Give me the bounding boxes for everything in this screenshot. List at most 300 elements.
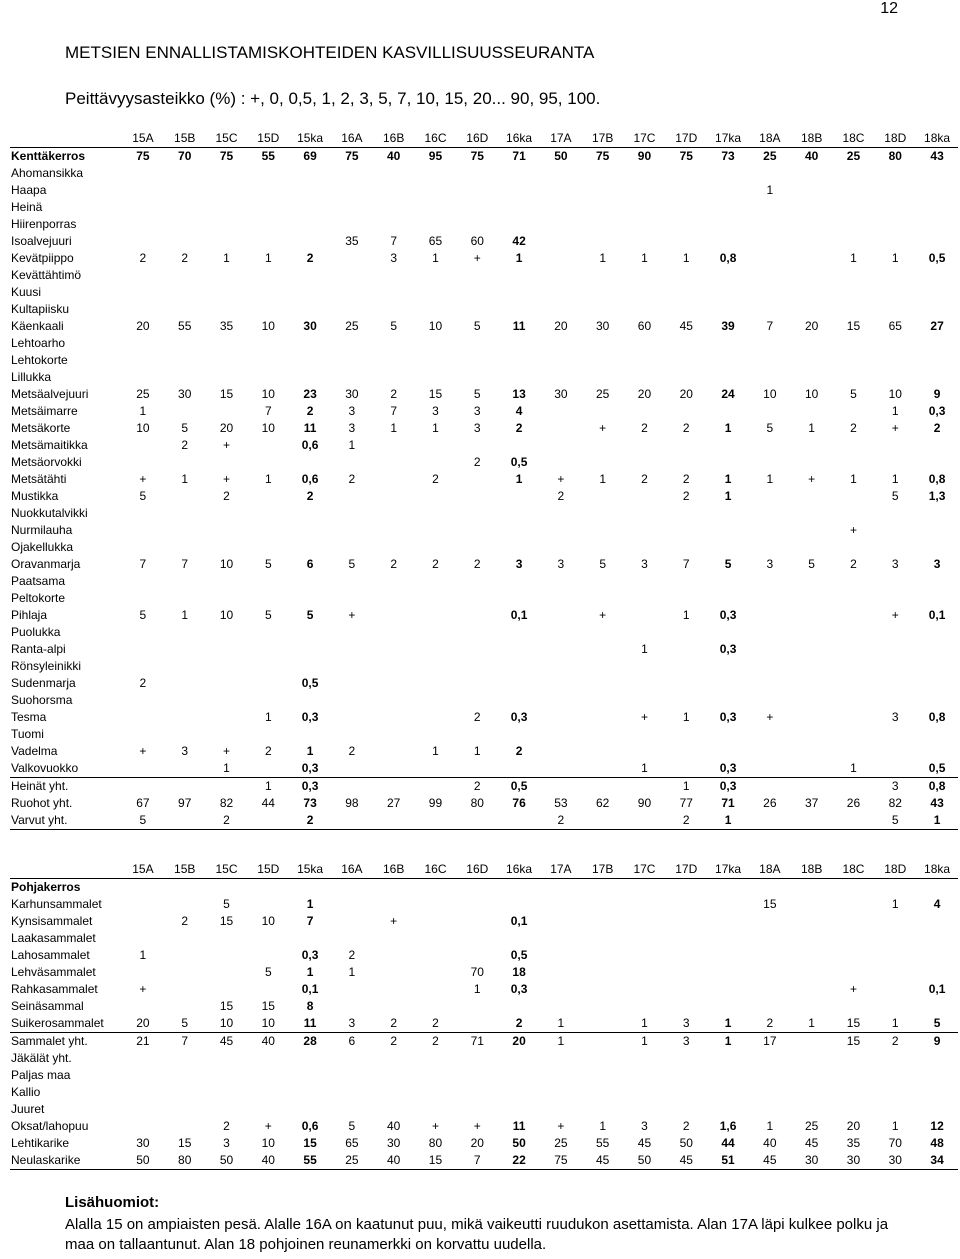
table-cell: [624, 284, 666, 301]
table-cell: 0,5: [510, 779, 528, 793]
table-cell: [164, 590, 206, 607]
table-cell: 2: [223, 1119, 230, 1133]
table-cell: 0,3: [719, 608, 737, 622]
table-cell: 80: [178, 1153, 192, 1167]
table-row: [10, 522, 958, 539]
table-cell: [247, 760, 289, 778]
table-cell: [456, 913, 498, 930]
table-cell: 15: [763, 897, 777, 911]
table-cell: [749, 879, 791, 897]
table-cell: 18: [512, 965, 526, 979]
table-cell: [456, 522, 498, 539]
row-label: Metsäalvejuuri: [11, 387, 89, 401]
table-cell: 26: [846, 796, 861, 810]
column-header: 15D: [257, 862, 280, 876]
table-cell: 10: [763, 387, 777, 401]
table-cell: 2: [557, 813, 565, 827]
table-cell: [373, 505, 415, 522]
table-cell: [373, 1067, 415, 1084]
table-cell: [164, 981, 206, 998]
table-cell: [122, 165, 164, 182]
table-cell: [289, 335, 331, 352]
table-cell: [916, 301, 958, 318]
table-cell: 1: [473, 744, 481, 758]
table-cell: [498, 675, 540, 692]
table-cell: [415, 335, 457, 352]
table-cell: 80: [470, 796, 484, 810]
table-cell: 40: [804, 149, 819, 163]
table-cell: [791, 437, 833, 454]
table-cell: [833, 539, 875, 556]
table-cell: [456, 165, 498, 182]
table-cell: [289, 879, 331, 897]
row-label: Tuomi: [11, 727, 44, 741]
row-label: Metsäimarre: [11, 404, 78, 418]
table-cell: [665, 454, 707, 471]
table-cell: [498, 182, 540, 199]
table-cell: [582, 1084, 624, 1101]
table-cell: 2: [139, 676, 147, 690]
table-cell: [916, 726, 958, 743]
table-cell: [665, 369, 707, 386]
table-cell: 1: [264, 472, 272, 486]
table-cell: [373, 760, 415, 778]
table-cell: 2: [682, 472, 690, 486]
table-cell: [289, 641, 331, 658]
table-cell: [874, 1084, 916, 1101]
table-cell: 6: [306, 557, 314, 571]
table-cell: [206, 522, 248, 539]
table-cell: [206, 1050, 248, 1067]
table-cell: [665, 182, 707, 199]
table-cell: [122, 1101, 164, 1118]
table-cell: 3: [933, 557, 941, 571]
row-label: Oravanmarja: [11, 557, 81, 571]
table-row: [10, 199, 958, 216]
table-cell: 11: [512, 1119, 526, 1133]
table-cell: [498, 896, 540, 913]
table-cell: 23: [303, 387, 317, 401]
table-cell: 1: [682, 608, 690, 622]
table-cell: [206, 981, 248, 998]
table-cell: [665, 1084, 707, 1101]
table-cell: [164, 454, 206, 471]
table-cell: [122, 590, 164, 607]
table-cell: [164, 760, 206, 778]
table-cell: [749, 233, 791, 250]
column-header: 18C: [842, 131, 865, 145]
table-cell: 30: [178, 387, 192, 401]
table-cell: 0,5: [928, 761, 946, 775]
table-cell: [122, 879, 164, 897]
table-cell: 1: [724, 472, 732, 486]
table-cell: 4: [933, 897, 941, 911]
table-cell: [456, 675, 498, 692]
table-cell: [289, 1084, 331, 1101]
table-cell: [665, 301, 707, 318]
table-cell: [540, 641, 582, 658]
table-cell: [707, 403, 749, 420]
table-cell: [331, 522, 373, 539]
table-cell: [247, 726, 289, 743]
table-cell: [582, 284, 624, 301]
table-cell: 1: [808, 421, 815, 435]
table-cell: 1: [557, 1034, 565, 1048]
table-cell: [247, 284, 289, 301]
table-cell: [582, 896, 624, 913]
table-cell: [540, 879, 582, 897]
table-cell: [289, 267, 331, 284]
table-row: [10, 437, 958, 454]
table-cell: [540, 216, 582, 233]
table-cell: [247, 301, 289, 318]
table-cell: [373, 998, 415, 1015]
table-cell: 30: [804, 1153, 819, 1167]
row-label: Lillukka: [11, 370, 52, 384]
table-cell: [206, 284, 248, 301]
table-cell: [540, 964, 582, 981]
table-cell: [540, 1067, 582, 1084]
table-cell: [247, 454, 289, 471]
table-cell: [874, 335, 916, 352]
table-cell: [749, 505, 791, 522]
table-cell: 2: [181, 438, 189, 452]
table-cell: [833, 879, 875, 897]
table-cell: [206, 1101, 248, 1118]
page-number: 12: [880, 0, 898, 17]
table-cell: 15: [428, 1153, 443, 1167]
table-cell: [331, 1050, 373, 1067]
table-cell: 75: [470, 149, 484, 163]
table-cell: [206, 165, 248, 182]
table-cell: [582, 675, 624, 692]
table-cell: 44: [721, 1136, 735, 1150]
table-cell: [540, 573, 582, 590]
table-cell: 10: [261, 319, 275, 333]
table-cell: [749, 522, 791, 539]
column-header: 17C: [633, 862, 656, 876]
table-cell: [456, 182, 498, 199]
table-cell: [289, 1050, 331, 1067]
table-cell: [833, 437, 875, 454]
table-cell: 50: [679, 1136, 693, 1150]
table-cell: 26: [763, 796, 777, 810]
table-cell: 30: [888, 1153, 902, 1167]
table-cell: 20: [470, 1136, 484, 1150]
table-cell: 3: [641, 557, 648, 571]
table-cell: 5: [264, 557, 272, 571]
table-cell: [373, 539, 415, 556]
table-cell: 0,3: [301, 779, 319, 793]
table-cell: 1: [515, 472, 523, 486]
table-cell: 44: [261, 796, 275, 810]
table-cell: 7: [139, 557, 147, 571]
table-cell: [415, 1067, 457, 1084]
table-cell: [498, 199, 540, 216]
table-cell: [624, 539, 666, 556]
table-cell: [582, 437, 624, 454]
table-cell: 15: [846, 319, 861, 333]
table-cell: [916, 1084, 958, 1101]
table-cell: [331, 352, 373, 369]
table-cell: [916, 658, 958, 675]
table-cell: [415, 726, 457, 743]
table-cell: [289, 930, 331, 947]
table-cell: 2: [682, 1119, 690, 1133]
table-cell: 70: [470, 965, 484, 979]
table-cell: 1: [641, 761, 648, 775]
table-cell: [707, 658, 749, 675]
table-cell: [582, 913, 624, 930]
table-cell: 27: [387, 796, 401, 810]
table-cell: 1: [641, 1034, 648, 1048]
table-cell: [247, 1050, 289, 1067]
table-row: [10, 1135, 958, 1152]
table-cell: [874, 981, 916, 998]
table-cell: [624, 590, 666, 607]
table-cell: [791, 1084, 833, 1101]
table-cell: 0,3: [510, 982, 528, 996]
table-cell: [582, 743, 624, 760]
table-cell: [833, 913, 875, 930]
table-cell: 5: [264, 608, 272, 622]
table-cell: [289, 505, 331, 522]
table-cell: [206, 454, 248, 471]
table-cell: [791, 403, 833, 420]
table-cell: [916, 267, 958, 284]
table-cell: [373, 471, 415, 488]
table-cell: 1: [473, 982, 481, 996]
table-cell: [749, 981, 791, 998]
table-cell: [791, 675, 833, 692]
table-cell: [498, 437, 540, 454]
table-cell: [289, 352, 331, 369]
table-cell: +: [599, 608, 607, 622]
table-cell: [624, 1067, 666, 1084]
table-cell: 42: [512, 234, 526, 248]
table-cell: 15: [261, 999, 275, 1013]
table-cell: [498, 1101, 540, 1118]
table-cell: [582, 403, 624, 420]
table-cell: [122, 913, 164, 930]
table-cell: [498, 692, 540, 709]
table-cell: 1: [432, 744, 439, 758]
table-cell: [707, 1084, 749, 1101]
table-cell: [456, 573, 498, 590]
table-cell: [122, 437, 164, 454]
table-row: [10, 318, 958, 335]
table-row: [10, 1015, 958, 1033]
table-cell: 55: [178, 319, 192, 333]
table-cell: [247, 675, 289, 692]
table-cell: [540, 267, 582, 284]
table-cell: 2: [515, 421, 523, 435]
table-cell: [331, 454, 373, 471]
table-cell: 99: [428, 796, 443, 810]
table-cell: [415, 658, 457, 675]
table-cell: 53: [554, 796, 568, 810]
table-cell: [833, 675, 875, 692]
column-header: 18C: [842, 862, 865, 876]
table-cell: 2: [473, 779, 481, 793]
field-layer-table: [10, 130, 958, 830]
table-cell: [874, 199, 916, 216]
column-header: 18D: [884, 131, 907, 145]
table-cell: [791, 658, 833, 675]
table-cell: [624, 692, 666, 709]
table-cell: [624, 913, 666, 930]
table-cell: 2: [850, 421, 857, 435]
table-cell: 1: [139, 404, 147, 418]
table-row: [10, 812, 958, 830]
table-cell: [665, 930, 707, 947]
table-cell: [498, 352, 540, 369]
table-cell: 1,3: [928, 489, 946, 503]
table-row: [10, 760, 958, 778]
table-cell: 2: [432, 557, 439, 571]
table-cell: 3: [432, 404, 439, 418]
table-cell: [247, 165, 289, 182]
table-cell: [749, 658, 791, 675]
table-cell: [707, 692, 749, 709]
table-cell: 25: [804, 1119, 819, 1133]
table-cell: [665, 335, 707, 352]
table-cell: 40: [261, 1034, 275, 1048]
table-cell: [373, 930, 415, 947]
table-cell: 1: [432, 251, 439, 265]
table-cell: [247, 216, 289, 233]
table-cell: [665, 1050, 707, 1067]
row-label: Isoalvejuuri: [11, 234, 72, 248]
table-cell: [540, 369, 582, 386]
column-header: 16A: [341, 862, 363, 876]
table-cell: [582, 488, 624, 505]
table-cell: 2: [432, 1034, 439, 1048]
table-cell: [498, 335, 540, 352]
table-cell: [624, 675, 666, 692]
table-cell: [791, 369, 833, 386]
table-cell: 30: [595, 319, 610, 333]
table-cell: [540, 726, 582, 743]
table-cell: [874, 879, 916, 897]
table-cell: [415, 216, 457, 233]
table-cell: [498, 1067, 540, 1084]
table-row: [10, 778, 958, 796]
table-cell: [540, 930, 582, 947]
table-cell: 1: [264, 779, 272, 793]
table-cell: [247, 522, 289, 539]
table-cell: [624, 998, 666, 1015]
table-cell: [749, 692, 791, 709]
table-cell: [164, 675, 206, 692]
table-cell: [456, 1050, 498, 1067]
table-cell: [247, 812, 289, 830]
table-cell: 10: [219, 608, 234, 622]
table-cell: [373, 709, 415, 726]
table-cell: [247, 1084, 289, 1101]
table-cell: [582, 692, 624, 709]
row-label: Lehväsammalet: [11, 965, 96, 979]
table-cell: [791, 812, 833, 830]
table-cell: [833, 947, 875, 964]
table-cell: [791, 352, 833, 369]
table-cell: [164, 216, 206, 233]
table-cell: [415, 437, 457, 454]
table-cell: [164, 522, 206, 539]
table-cell: [540, 420, 582, 437]
table-cell: 5: [181, 1016, 189, 1030]
table-cell: [665, 267, 707, 284]
table-cell: [206, 947, 248, 964]
table-cell: 1: [181, 472, 189, 486]
table-cell: [749, 1067, 791, 1084]
table-cell: [456, 369, 498, 386]
table-cell: [164, 505, 206, 522]
table-cell: 10: [888, 387, 902, 401]
row-label: Sammalet yht.: [11, 1034, 88, 1048]
table-cell: [791, 505, 833, 522]
row-label: Ruohot yht.: [11, 796, 73, 810]
table-cell: [791, 896, 833, 913]
table-cell: [164, 267, 206, 284]
row-label: Kuusi: [11, 285, 42, 299]
table-cell: 40: [387, 149, 401, 163]
table-cell: [665, 641, 707, 658]
table-cell: 2: [891, 1034, 899, 1048]
table-row: [10, 896, 958, 913]
table-cell: 0,1: [301, 982, 319, 996]
table-cell: 65: [428, 234, 443, 248]
table-cell: [498, 879, 540, 897]
row-label: Oksat/lahopuu: [11, 1119, 89, 1133]
table-cell: [707, 947, 749, 964]
table-cell: [707, 879, 749, 897]
table-cell: [707, 1101, 749, 1118]
table-cell: 2: [850, 557, 857, 571]
table-cell: [624, 624, 666, 641]
table-cell: 3: [348, 1016, 356, 1030]
table-cell: [164, 1101, 206, 1118]
table-cell: [707, 930, 749, 947]
table-cell: [916, 505, 958, 522]
table-cell: [498, 573, 540, 590]
table-cell: +: [390, 914, 398, 928]
table-cell: [874, 573, 916, 590]
table-cell: [833, 709, 875, 726]
table-cell: [498, 1084, 540, 1101]
table-cell: 1: [181, 608, 189, 622]
table-cell: [749, 216, 791, 233]
table-cell: [122, 778, 164, 796]
row-label: Tesma: [11, 710, 47, 724]
table-row: [10, 879, 958, 897]
table-cell: 1: [641, 642, 648, 656]
table-cell: [791, 488, 833, 505]
table-cell: [331, 879, 373, 897]
table-cell: +: [891, 608, 899, 622]
table-cell: [247, 352, 289, 369]
table-cell: [624, 216, 666, 233]
table-cell: 7: [390, 404, 398, 418]
table-cell: 15: [303, 1136, 317, 1150]
row-label: Heinä: [11, 200, 43, 214]
table-cell: 40: [387, 1153, 401, 1167]
table-cell: +: [473, 1119, 481, 1133]
table-cell: 0,1: [510, 914, 528, 928]
table-cell: [373, 216, 415, 233]
table-cell: [456, 590, 498, 607]
table-cell: [164, 488, 206, 505]
